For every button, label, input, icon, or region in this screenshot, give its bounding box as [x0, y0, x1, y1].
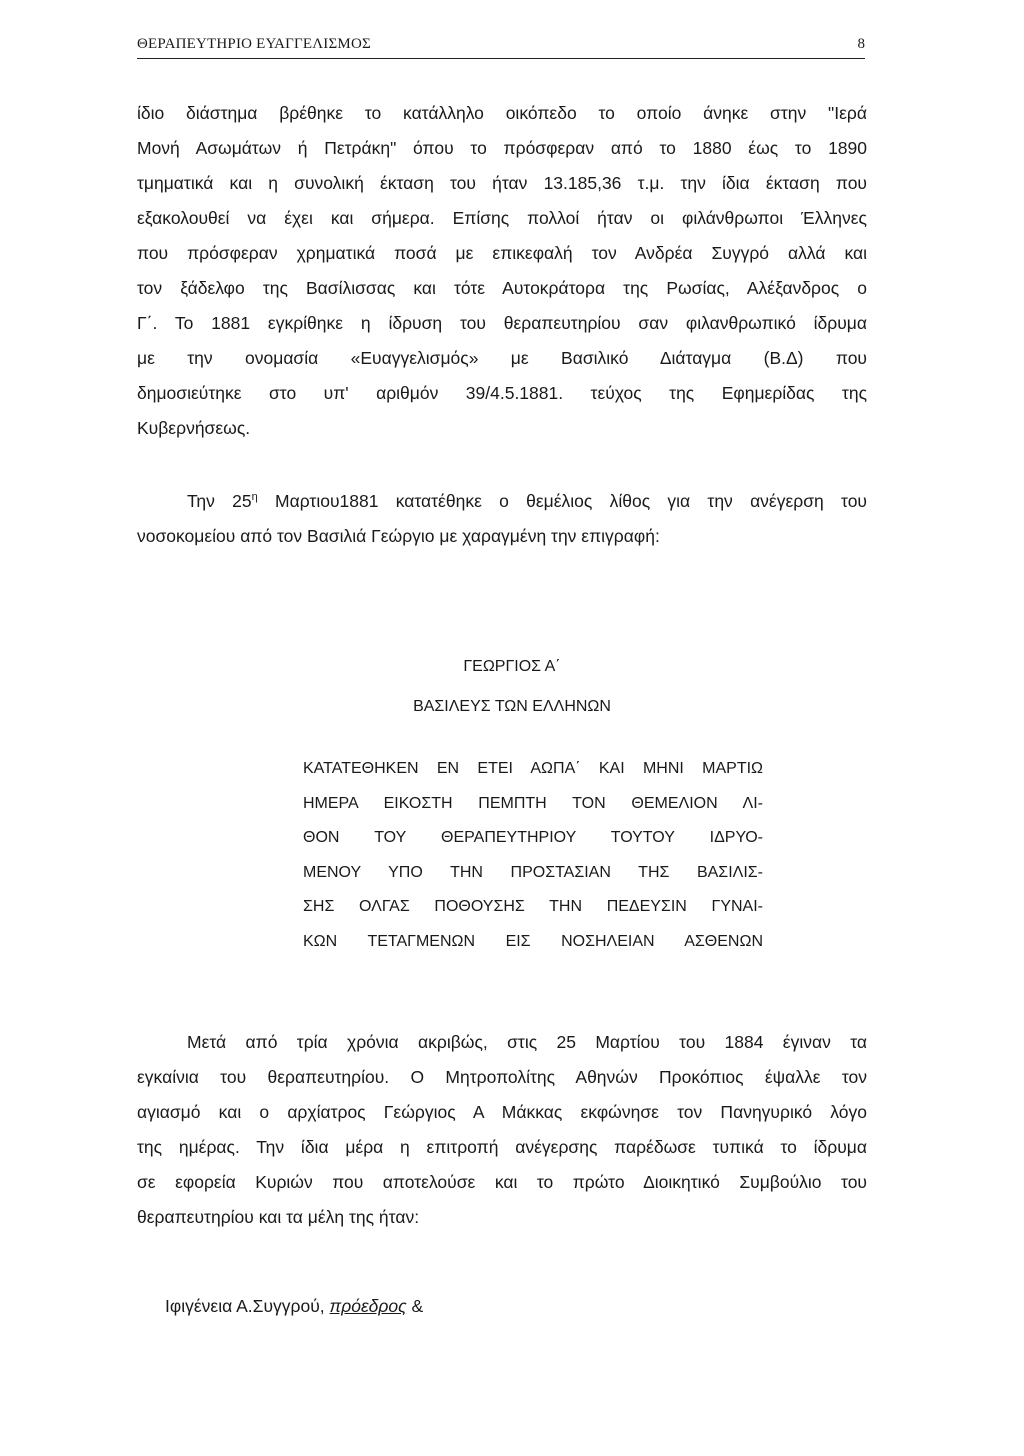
member-role: πρόεδρος	[329, 1296, 407, 1316]
inscription-text	[303, 752, 763, 959]
text-line: δημοσιεύτηκε στο υπ' αριθμόν 39/4.5.1881. τεύχος της Εφημερίδας της	[137, 383, 867, 403]
inscription-title: ΓΕΩΡΓΙΟΣ Α΄	[463, 658, 561, 675]
text-line: θεραπευτηρίου και τα μέλη της ήταν:	[137, 1207, 420, 1227]
superscript: η	[251, 491, 258, 503]
text-line: σε εφορεία Κυριών που αποτελούσε και το πρώτο Διοικητικό Συμβούλιο του	[137, 1172, 867, 1192]
inscription-line: ΚΑΤΑΤΕΘΗΚΕΝ ΕΝ ΕΤΕΙ ΑΩΠΑ΄ ΚΑΙ ΜΗΝΙ ΜΑΡΤΙΩ	[303, 760, 763, 777]
text-line: τον ξάδελφο της Βασίλισσας και τότε Αυτοκράτορα της Ρωσίας, Αλέξανδρος ο	[137, 278, 867, 298]
member-suffix: &	[406, 1296, 424, 1316]
text-line	[137, 480, 867, 519]
paragraph-foundation-stone	[137, 480, 867, 554]
text-line: εγκαίνια του θεραπευτηρίου. Ο Μητροπολίτης Αθηνών Προκόπιος έψαλλε τον	[137, 1067, 867, 1087]
text-line: που πρόσφεραν χρηματικά ποσά με επικεφαλή τον Ανδρέα Συγγρό αλλά και	[137, 243, 867, 263]
text-line: νοσοκομείου από τον Βασιλιά Γεώργιο με χαραγμένη την επιγραφή:	[137, 525, 660, 546]
inscription-subtitle: ΒΑΣΙΛΕΥΣ ΤΩΝ ΕΛΛΗΝΩΝ	[413, 698, 611, 715]
text-fragment: Την 25	[187, 490, 252, 511]
page-number: 8	[857, 36, 865, 52]
text-line: Γ΄. Το 1881 εγκρίθηκε η ίδρυση του θεραπευτηρίου σαν φιλανθρωπικό ίδρυμα	[137, 313, 867, 333]
text-line: ίδιο διάστημα βρέθηκε το κατάλληλο οικόπεδο το οποίο άνηκε στην "Ιερά	[137, 103, 867, 123]
inscription-line: ΗΜΕΡΑ ΕΙΚΟΣΤΗ ΠΕΜΠΤΗ ΤΟΝ ΘΕΜΕΛΙΟΝ ΛΙ-	[303, 794, 763, 812]
inscription-line: ΜΕΝΟΥ ΥΠΟ ΤΗΝ ΠΡΟΣΤΑΣΙΑΝ ΤΗΣ ΒΑΣΙΛΙΣ-	[303, 863, 763, 881]
text-line: εξακολουθεί να έχει και σήμερα. Επίσης πολλοί ήταν οι φιλάνθρωποι Έλληνες	[137, 208, 867, 228]
text-line: τμηματικά και η συνολική έκταση του ήταν 13.185,36 τ.μ. την ίδια έκταση που	[137, 173, 867, 193]
text-fragment: Μαρτιου1881 κατατέθηκε ο θεμέλιος λίθος για την ανέγερση του	[257, 490, 868, 511]
text-line: της ημέρας. Την ίδια μέρα η επιτροπή ανέγερσης παρέδωσε τυπικά το ίδρυμα	[137, 1137, 867, 1157]
text-line: αγιασμό και ο αρχίατρος Γεώργιος Α Μάκκας εκφώνησε τον Πανηγυρικό λόγο	[137, 1102, 867, 1122]
header-title: ΘΕΡΑΠΕΥΤΗΡΙΟ ΕΥΑΓΓΕΛΙΣΜΟΣ	[137, 36, 371, 52]
inscription-line: ΚΩΝ ΤΕΤΑΓΜΕΝΩΝ ΕΙΣ ΝΟΣΗΛΕΙΑΝ ΑΣΘΕΝΩΝ	[303, 932, 763, 950]
text-line: με την ονομασία «Ευαγγελισμός» με Βασιλικό Διάταγμα (Β.Δ) που	[137, 348, 867, 368]
board-member-line	[165, 1296, 423, 1317]
inscription-line: ΣΗΣ ΟΛΓΑΣ ΠΟΘΟΥΣΗΣ ΤΗΝ ΠΕΔΕΥΣΙΝ ΓΥΝΑΙ-	[303, 898, 763, 915]
text-line: Κυβερνήσεως.	[137, 418, 251, 438]
running-header	[137, 36, 865, 59]
inscription-line: ΘΟΝ ΤΟΥ ΘΕΡΑΠΕΥΤΗΡΙΟΥ ΤΟΥΤΟΥ ΙΔΡΥΟ-	[303, 829, 763, 846]
member-name: Ιφιγένεια Α.Συγγρού,	[165, 1296, 330, 1316]
paragraph-inauguration	[137, 1025, 867, 1235]
text-line: Μονή Ασωμάτων ή Πετράκη" όπου το πρόσφεραν από το 1880 έως το 1890	[137, 138, 867, 158]
paragraph-history	[137, 96, 867, 446]
text-line: Μετά από τρία χρόνια ακριβώς, στις 25 Μαρτίου του 1884 έγιναν τα	[187, 1032, 867, 1052]
